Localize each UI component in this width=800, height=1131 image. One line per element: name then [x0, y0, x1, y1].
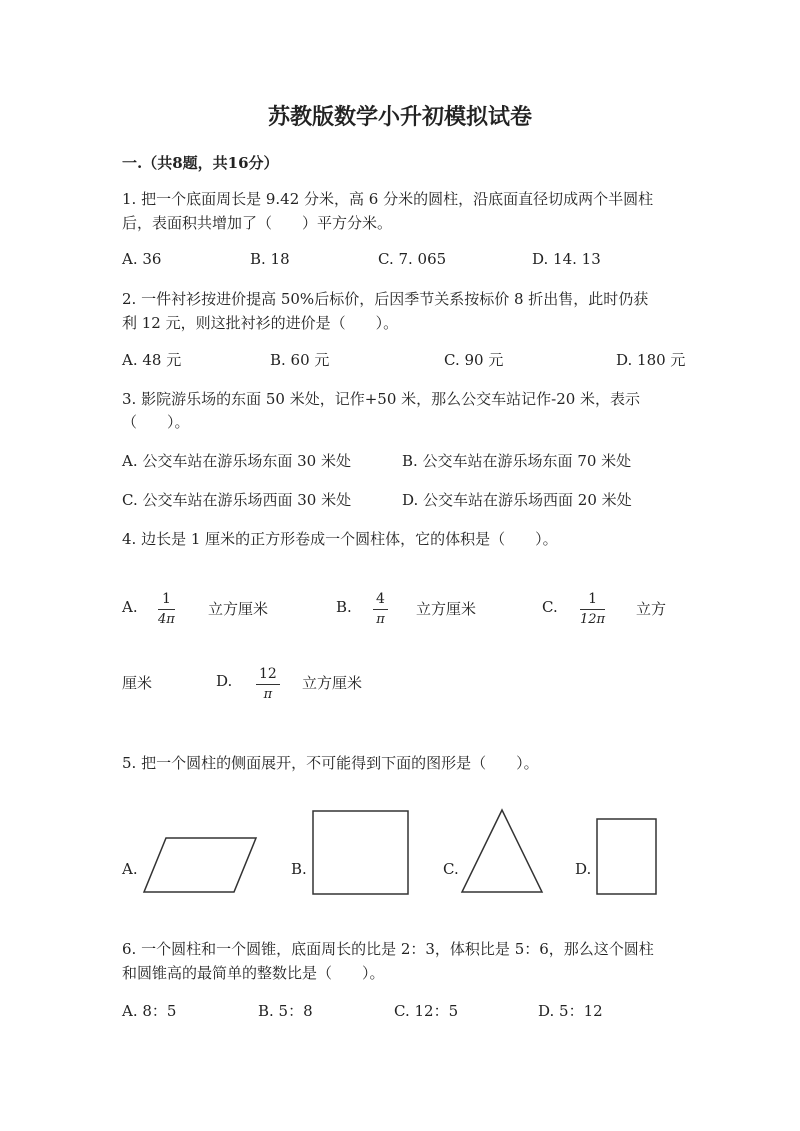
question-4-option-b-fraction: [373, 590, 388, 629]
question-3-option-c[interactable]: C. 公交车站在游乐场西面 30 米处: [122, 491, 352, 509]
question-5-option-b-letter[interactable]: B.: [291, 860, 307, 878]
fraction-denominator: 4π: [158, 612, 175, 627]
question-4-option-a-letter[interactable]: A.: [122, 598, 138, 616]
triangle-shape: [460, 808, 544, 894]
fraction-denominator: π: [263, 687, 273, 702]
question-5-stem-line1: 5. 把一个圆柱的侧面展开，不可能得到下面的图形是（ ）。: [122, 754, 539, 772]
square-shape: [312, 810, 410, 896]
question-1-stem-line1: 1. 把一个底面周长是 9.42 分米，高 6 分米的圆柱，沿底面直径切成两个半圆柱: [122, 190, 654, 208]
question-2-stem-line2: 利 12 元，则这批衬衫的进价是（ ）。: [122, 314, 399, 332]
question-6-option-d[interactable]: D. 5：12: [538, 1002, 603, 1020]
question-4-stem-line1: 4. 边长是 1 厘米的正方形卷成一个圆柱体，它的体积是（ ）。: [122, 530, 558, 548]
question-2-option-a[interactable]: A. 48 元: [122, 351, 182, 369]
question-1-stem-line2: 后，表面积共增加了（ ）平方分米。: [122, 214, 393, 232]
question-4-option-a-fraction: [158, 590, 175, 629]
question-6-stem-line2: 和圆锥高的最简单的整数比是（ ）。: [122, 964, 385, 982]
parallelogram-shape: [140, 836, 260, 896]
triangle-outline: [462, 810, 542, 892]
fraction-denominator: 12π: [580, 612, 606, 627]
section-header: 一.（共8题，共16分）: [122, 154, 279, 172]
question-6-stem-line1: 6. 一个圆柱和一个圆锥，底面周长的比是 2：3，体积比是 5：6，那么这个圆柱: [122, 940, 654, 958]
fraction-denominator: π: [376, 612, 385, 627]
question-4-option-d-fraction: [256, 665, 280, 704]
fraction-numerator: 4: [373, 590, 388, 610]
question-1-option-a[interactable]: A. 36: [122, 250, 162, 268]
question-5-option-d-letter[interactable]: D.: [575, 860, 592, 878]
parallelogram-outline: [144, 838, 256, 892]
question-4-option-d-unit: 立方厘米: [302, 674, 363, 692]
question-6-option-b[interactable]: B. 5：8: [258, 1002, 313, 1020]
page-title: 苏教版数学小升初模拟试卷: [267, 104, 532, 130]
question-1-option-c[interactable]: C. 7. 065: [378, 250, 447, 268]
question-5-option-a-letter[interactable]: A.: [122, 860, 138, 878]
question-6-option-a[interactable]: A. 8：5: [122, 1002, 177, 1020]
question-4-option-c-unit: 立方: [636, 600, 667, 618]
question-4-option-b-letter[interactable]: B.: [336, 598, 352, 616]
rectangle-outline: [597, 819, 656, 894]
question-4-option-c-fraction: [580, 590, 605, 629]
question-6-option-c[interactable]: C. 12：5: [394, 1002, 459, 1020]
question-2-option-d[interactable]: D. 180 元: [616, 351, 686, 369]
question-3-stem-line1: 3. 影院游乐场的东面 50 米处，记作+50 米，那么公交车站记作-20 米，表示: [122, 390, 641, 408]
question-2-stem-line1: 2. 一件衬衫按进价提高 50%后标价，后因季节关系按标价 8 折出售，此时仍获: [122, 290, 649, 308]
question-4-option-d-letter[interactable]: D.: [216, 672, 233, 690]
question-1-option-d[interactable]: D. 14. 13: [532, 250, 601, 268]
rectangle-shape: [596, 818, 658, 896]
question-3-option-b[interactable]: B. 公交车站在游乐场东面 70 米处: [402, 452, 632, 470]
question-1-option-b[interactable]: B. 18: [250, 250, 290, 268]
question-4-option-b-unit: 立方厘米: [416, 600, 477, 618]
square-outline: [313, 811, 408, 894]
question-4-option-a-unit: 立方厘米: [208, 600, 269, 618]
question-4-option-c-unit-wrap: 厘米: [122, 674, 153, 692]
question-3-stem-line2: （ ）。: [122, 413, 190, 431]
question-3-option-d[interactable]: D. 公交车站在游乐场西面 20 米处: [402, 491, 632, 509]
fraction-numerator: 1: [158, 590, 175, 610]
fraction-numerator: 1: [580, 590, 605, 610]
question-4-option-c-letter[interactable]: C.: [542, 598, 558, 616]
question-3-option-a[interactable]: A. 公交车站在游乐场东面 30 米处: [122, 452, 351, 470]
question-2-option-b[interactable]: B. 60 元: [270, 351, 330, 369]
question-5-option-c-letter[interactable]: C.: [443, 860, 459, 878]
question-2-option-c[interactable]: C. 90 元: [444, 351, 504, 369]
fraction-numerator: 12: [256, 665, 280, 685]
